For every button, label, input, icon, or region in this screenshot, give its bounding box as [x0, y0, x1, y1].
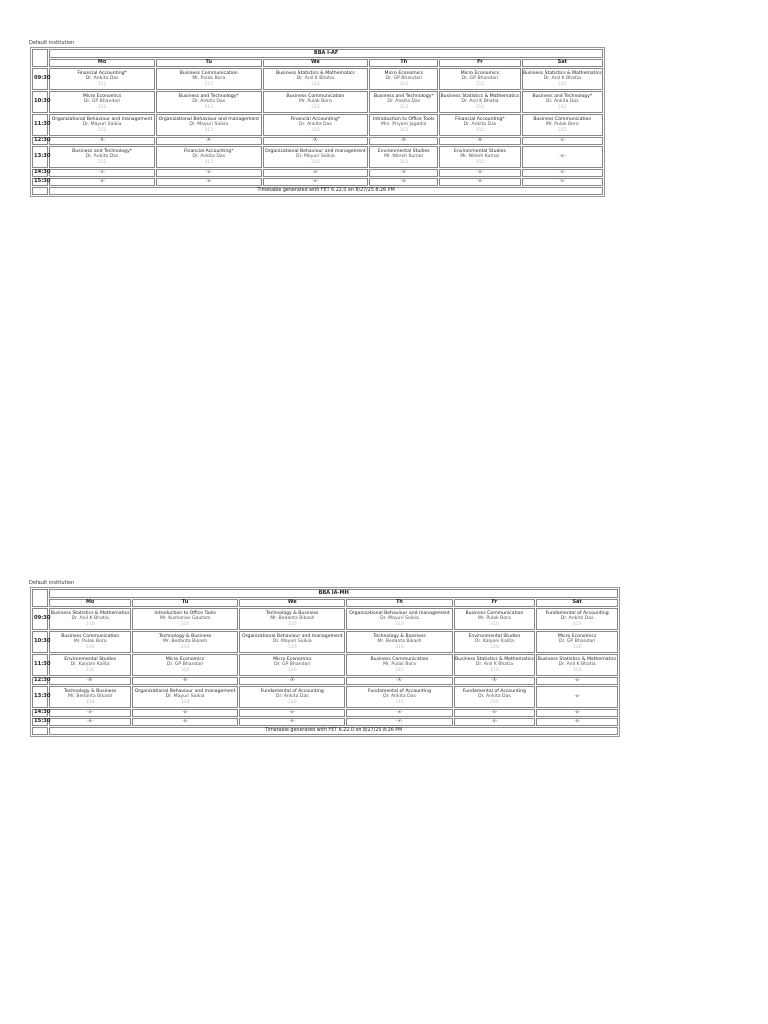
subject-name: Business and Technology* [532, 94, 593, 100]
room-number: 310 [395, 699, 404, 705]
teacher-name: Mr. Pulak Bora [192, 76, 226, 82]
teacher-name: Dr. Mayuri Saikia [189, 122, 229, 128]
room-number: 312 [204, 127, 214, 133]
room-number: 310 [490, 621, 499, 627]
empty-slot: -X- [439, 137, 520, 145]
room-number: 312 [204, 104, 214, 110]
empty-slot: -X- [49, 677, 131, 685]
room-number: 310 [85, 667, 95, 673]
subject-name: Environmental Studies [64, 657, 117, 663]
day-header: Sat [536, 599, 618, 607]
time-slot-label: 13:30 [32, 686, 48, 708]
time-row [32, 677, 618, 685]
time-row [32, 654, 618, 676]
time-slot-label: 12:30 [34, 137, 51, 143]
subject-name: Fundamental of Accounting [462, 689, 526, 695]
teacher-name: Dr. Ankita Das [192, 154, 226, 160]
time-slot-label: 13:30 [32, 146, 48, 168]
institution-label: Default institution [29, 40, 75, 46]
room-number: 310 [395, 621, 404, 627]
room-number: 310 [287, 667, 297, 673]
room-number: 310 [180, 667, 190, 673]
subject-name: Financial Accounting* [183, 149, 234, 155]
empty-slot: -x- [49, 709, 131, 717]
timetable-cell [439, 114, 520, 136]
room-number: 310 [490, 699, 499, 705]
institution-label: Default institution [29, 580, 75, 586]
teacher-name: Dr. Ankita Das [299, 122, 332, 128]
room-number: 312 [204, 159, 214, 165]
footer-blank [32, 727, 48, 735]
subject-name: Business Statistics & Mathematics [537, 657, 617, 663]
timetable-bba-i-af [30, 47, 605, 197]
timetable-cell [522, 91, 603, 113]
teacher-name: Dr. GP Bhandari [461, 76, 499, 82]
timetable-cell [369, 146, 438, 168]
generator-footer: Timetable generated with FET 6.22.0 on 8/27/25 8:26 PM [49, 187, 603, 195]
day-header: We [263, 59, 369, 67]
timetable-cell [49, 654, 131, 676]
subject-name: Technology & Business [266, 611, 319, 617]
empty-slot: -x- [536, 718, 618, 726]
teacher-name: Dr. Mayuri Saikia [272, 639, 312, 645]
day-header: Mo [49, 59, 155, 67]
room-number: 310 [287, 621, 297, 627]
time-row [32, 146, 603, 168]
empty-slot: -x- [522, 169, 603, 177]
teacher-name: Dr. Mayuri Saikia [296, 154, 335, 160]
empty-slot: -X- [369, 137, 438, 145]
subject-name: Business Statistics & Mathematics [440, 94, 520, 100]
teacher-name: Mr. Pulak Bora [73, 639, 107, 645]
teacher-name: Mr. Pulak Bora [298, 99, 332, 105]
timetable-cell [439, 91, 520, 113]
timetable-cell [132, 686, 238, 708]
room-number: 312 [97, 104, 107, 110]
room-number: 312 [399, 81, 409, 87]
subject-name: Business Communication [179, 71, 238, 77]
subject-name: Micro Economics [273, 657, 312, 663]
room-number: 312 [557, 81, 567, 87]
timetable-title: BBA I-AF [49, 49, 603, 58]
teacher-name: Dr. Anil K Bhatia [71, 616, 109, 622]
teacher-name: Dr. GP Bhandari [83, 99, 121, 105]
room-number: 310 [180, 699, 190, 705]
timetable-cell [156, 114, 262, 136]
empty-slot: -X- [263, 137, 369, 145]
timetable-cell [49, 146, 155, 168]
room-number: 310 [572, 621, 582, 627]
timetable-cell [263, 114, 369, 136]
subject-name: Fundamental of Accounting [367, 689, 432, 695]
teacher-name: Dr. Ankita Das [85, 76, 119, 82]
room-number: 312 [475, 81, 485, 87]
time-row [32, 114, 603, 136]
teacher-name: Dr. GP Bhandari [274, 662, 311, 668]
day-header: Tu [156, 59, 262, 67]
timetable-cell [369, 114, 438, 136]
room-number: 312 [475, 159, 485, 165]
subject-name: Financial Accounting* [77, 71, 127, 77]
subject-name: Financial Accounting* [290, 117, 341, 123]
day-header: We [239, 599, 345, 607]
teacher-name: Mr. Pulak Bora [478, 616, 511, 622]
subject-name: Business and Technology* [72, 149, 132, 155]
room-number: 310 [180, 644, 190, 650]
teacher-name: Dr. Ankita Das [275, 694, 309, 700]
time-slot-label: 14:30 [34, 168, 51, 175]
subject-name: Business Statistics & Mathematics [522, 71, 602, 77]
time-slot-label: 15:30 [34, 717, 51, 724]
timetable-cell [156, 91, 262, 113]
room-number: 310 [395, 644, 404, 650]
teacher-name: Mr. Pulak Bora [545, 122, 579, 128]
empty-slot: -x- [263, 169, 369, 177]
subject-name: Micro Economics [82, 94, 122, 100]
empty-slot: -x- [454, 718, 536, 726]
teacher-name: Dr. Kalyani Kalita [70, 662, 110, 668]
timetable-cell [454, 686, 536, 708]
subject-name: Business Communication [533, 117, 592, 123]
teacher-name: Dr. Ankita Das [560, 616, 594, 622]
empty-slot: -x- [439, 178, 520, 186]
corner-cell [32, 589, 48, 607]
timetable-cell [439, 146, 520, 168]
subject-name: Environmental Studies [453, 149, 506, 155]
timetable-cell [263, 91, 369, 113]
time-row [32, 718, 618, 726]
subject-name: Technology & Business [63, 689, 117, 695]
time-slot-label: 14:30 [34, 708, 51, 715]
room-number: 310 [85, 621, 95, 627]
day-header: Fr [439, 59, 520, 67]
time-row [32, 91, 603, 113]
teacher-name: Mr. Pulak Bora [383, 662, 416, 668]
day-header: Sat [522, 59, 603, 67]
empty-slot: -x- [369, 178, 438, 186]
timetable-cell [454, 631, 536, 653]
empty-slot: -X- [156, 137, 262, 145]
teacher-name: Mr. Nitesh Kumar [384, 154, 424, 160]
empty-slot: -x- [522, 137, 603, 145]
subject-name: Business Communication [370, 657, 429, 663]
teacher-name: Dr. Ankita Das [383, 694, 416, 700]
timetable-cell [239, 631, 345, 653]
room-number: 310 [287, 644, 297, 650]
teacher-name: Dr. Ankita Das [463, 122, 497, 128]
timetable-cell [369, 68, 438, 90]
subject-name: Organizational Behaviour and management [265, 149, 366, 155]
teacher-name: Mr. Nitesh Kumar [460, 154, 500, 160]
room-number: 310 [180, 621, 190, 627]
room-number: 312 [97, 127, 107, 133]
empty-slot: -x- [536, 686, 618, 708]
room-number: 312 [311, 127, 320, 133]
time-slot-label: 10:30 [32, 631, 48, 653]
room-number: 312 [399, 127, 409, 133]
timetable-cell [522, 114, 603, 136]
teacher-name: Dr. Kalyani Kalita [474, 639, 514, 645]
subject-name: Organizational Behaviour and management [242, 634, 343, 640]
timetable-cell [49, 114, 155, 136]
subject-name: Organizational Behaviour and management [134, 689, 236, 695]
timetable-cell [132, 608, 238, 630]
time-row [32, 68, 603, 90]
time-row [32, 709, 618, 717]
teacher-name: Mr. Bedanta Bikash [270, 616, 315, 622]
time-slot-label: 11:30 [32, 654, 48, 676]
room-number: 310 [85, 644, 95, 650]
subject-name: Technology & Business [373, 634, 426, 640]
subject-name: Environmental Studies [377, 149, 430, 155]
timetable-cell [454, 608, 536, 630]
empty-slot: -x- [132, 718, 238, 726]
empty-slot: -X- [132, 677, 238, 685]
teacher-name: Mr. Bedanta Bikash [68, 694, 113, 700]
subject-name: Business Statistics & Mathematics [455, 657, 534, 663]
empty-slot: -x- [156, 178, 262, 186]
empty-slot: -x- [369, 169, 438, 177]
timetable-cell [49, 91, 155, 113]
subject-name: Business and Technology* [178, 94, 239, 100]
time-row [32, 631, 618, 653]
empty-slot: -x- [49, 169, 155, 177]
empty-slot: -x- [439, 169, 520, 177]
subject-name: Business Statistics & Mathematics [275, 71, 355, 77]
timetable-cell [439, 68, 520, 90]
subject-name: Business and Technology* [373, 94, 434, 100]
teacher-name: Dr. Ankita Das [85, 154, 119, 160]
empty-slot: -x- [454, 709, 536, 717]
subject-name: Introduction to Office Tools [372, 117, 435, 123]
room-number: 312 [557, 127, 567, 133]
subject-name: Organizational Behaviour and management [51, 117, 153, 123]
subject-name: Environmental Studies [468, 634, 521, 640]
teacher-name: Dr. Anil K Bhatia [558, 662, 596, 668]
day-header: Tu [132, 599, 238, 607]
timetable-cell [346, 631, 452, 653]
empty-slot: -X- [49, 137, 155, 145]
timetable-cell [49, 686, 131, 708]
time-slot-label: 11:30 [32, 114, 48, 136]
timetable-cell [263, 146, 369, 168]
teacher-name: Dr. GP Bhandari [558, 639, 596, 645]
room-number: 312 [311, 81, 320, 87]
teacher-name: Dr. GP Bhandari [166, 662, 204, 668]
timetable-bba-ia-mh [30, 587, 620, 737]
timetable-cell [522, 68, 603, 90]
timetable-cell [239, 686, 345, 708]
room-number: 312 [399, 104, 409, 110]
subject-name: Micro Economics [384, 71, 423, 77]
teacher-name: Dr. Anil K Bhatia [461, 99, 499, 105]
subject-name: Financial Accounting* [455, 117, 505, 123]
room-number: 312 [97, 81, 107, 87]
timetable-cell [49, 68, 155, 90]
subject-name: Micro Economics [460, 71, 500, 77]
subject-name: Business Statistics & Mathematics [50, 611, 130, 617]
timetable-cell [49, 631, 131, 653]
time-slot-label: 09:30 [32, 608, 48, 630]
room-number: 310 [572, 667, 582, 673]
subject-name: Business Communication [465, 611, 524, 617]
time-row [32, 178, 603, 186]
timetable-cell [369, 91, 438, 113]
time-slot-label: 10:30 [32, 91, 48, 113]
time-slot-label: 09:30 [32, 68, 48, 90]
subject-name: Micro Economics [165, 657, 205, 663]
empty-slot: -x- [239, 718, 345, 726]
time-row [32, 608, 618, 630]
time-row [32, 137, 603, 145]
teacher-name: Dr. Anil K Bhatia [296, 76, 334, 82]
room-number: 312 [311, 159, 320, 165]
subject-name: Micro Economics [557, 634, 597, 640]
room-number: 312 [311, 104, 320, 110]
timetable-cell [239, 608, 345, 630]
empty-slot: -x- [239, 709, 345, 717]
room-number: 312 [97, 159, 107, 165]
time-row [32, 686, 618, 708]
room-number: 310 [572, 644, 582, 650]
empty-slot: -x- [522, 146, 603, 168]
subject-name: Business Communication [286, 94, 345, 100]
day-header: Fr [454, 599, 536, 607]
empty-slot: -X- [346, 677, 452, 685]
subject-name: Fundamental of Accounting [260, 689, 324, 695]
timetable-title: BBA IA-MH [49, 589, 618, 598]
empty-slot: -x- [156, 169, 262, 177]
timetable-cell [536, 631, 618, 653]
teacher-name: Dr. Anil K Bhatia [475, 662, 514, 668]
subject-name: Organizational Behaviour and management [158, 117, 260, 123]
subject-name: Business Communication [61, 634, 120, 640]
teacher-name: Mr. Kushanav Gautam [159, 616, 211, 622]
room-number: 312 [557, 104, 567, 110]
subject-name: Introduction to Office Tools [154, 611, 216, 617]
room-number: 310 [490, 667, 499, 673]
timetable-cell [454, 654, 536, 676]
empty-slot: -x- [346, 718, 452, 726]
teacher-name: Dr. Anil K Bhatia [543, 76, 581, 82]
room-number: 312 [475, 104, 485, 110]
subject-name: Technology & Business [158, 634, 212, 640]
subject-name: Organizational Behaviour and management [349, 611, 450, 617]
timetable-cell [536, 654, 618, 676]
footer-blank [32, 187, 48, 195]
time-row [32, 169, 603, 177]
generator-footer: Timetable generated with FET 6.22.0 on 8/27/25 8:26 PM [49, 727, 618, 735]
empty-slot: -X- [454, 677, 536, 685]
teacher-name: Dr. Ankita Das [192, 99, 226, 105]
empty-slot: -x- [132, 709, 238, 717]
teacher-name: Dr. Mayuri Saikia [82, 122, 122, 128]
empty-slot: -x- [522, 178, 603, 186]
timetable-cell [156, 68, 262, 90]
timetable-cell [49, 608, 131, 630]
day-header: Th [346, 599, 452, 607]
room-number: 310 [395, 667, 404, 673]
room-number: 312 [399, 159, 409, 165]
timetable-cell [536, 608, 618, 630]
teacher-name: Dr. Ankita Das [478, 694, 511, 700]
empty-slot: -x- [536, 677, 618, 685]
empty-slot: -x- [536, 709, 618, 717]
timetable-cell [239, 654, 345, 676]
corner-cell [32, 49, 48, 67]
room-number: 312 [204, 81, 214, 87]
timetable-cell [346, 686, 452, 708]
empty-slot: -x- [49, 718, 131, 726]
timetable-cell [132, 654, 238, 676]
time-slot-label: 12:30 [34, 677, 51, 683]
teacher-name: Dr. Mayuri Saikia [165, 694, 205, 700]
teacher-name: Dr. GP Bhandari [385, 76, 422, 82]
teacher-name: Dr. Ankita Das [545, 99, 579, 105]
timetable-cell [156, 146, 262, 168]
timetable-cell [346, 608, 452, 630]
room-number: 310 [287, 699, 297, 705]
room-number: 310 [85, 699, 95, 705]
teacher-name: Mr. Bedanta Bikash [377, 639, 422, 645]
timetable-cell [346, 654, 452, 676]
empty-slot: -x- [49, 178, 155, 186]
teacher-name: Dr. Mayuri Saikia [380, 616, 419, 622]
day-header: Mo [49, 599, 131, 607]
timetable-cell [132, 631, 238, 653]
timetable-cell [263, 68, 369, 90]
subject-name: Fundamental of Accounting [545, 611, 609, 617]
time-slot-label: 15:30 [34, 177, 51, 184]
teacher-name: Mrs. Priyam Jagadia [381, 122, 427, 128]
empty-slot: -x- [346, 709, 452, 717]
empty-slot: -X- [239, 677, 345, 685]
teacher-name: Dr. Ankita Das [387, 99, 421, 105]
room-number: 310 [490, 644, 499, 650]
room-number: 312 [475, 127, 485, 133]
day-header: Th [369, 59, 438, 67]
empty-slot: -x- [263, 178, 369, 186]
teacher-name: Mr. Bedanta Bikash [163, 639, 208, 645]
